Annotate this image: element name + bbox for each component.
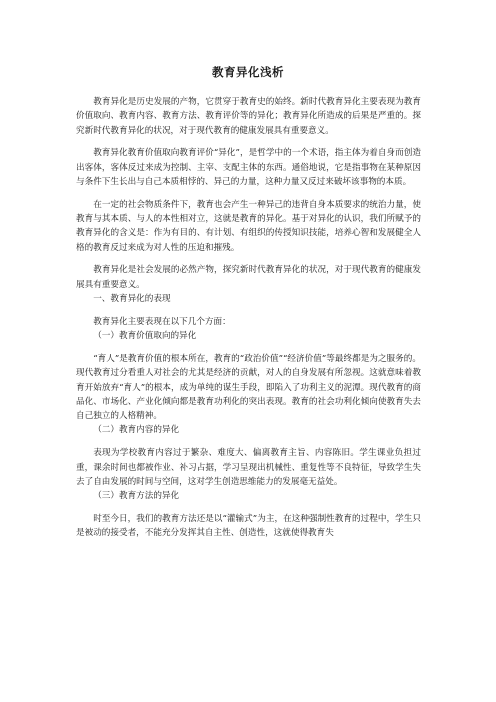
document-body [76,95,421,541]
intro-paragraph: 教育异化是历史发展的产物，它贯穿于教育史的始终。新时代教育异化主要表现为教育价值取向、教育内容、教育方法、教育评价等的异化；教育异化所造成的后果是严重的。探究新时代教育异化的状况，对于现代教育的健康发展具有重要意义。 [76,97,421,136]
subsection-heading-3: （三）教育方法的异化 [93,491,180,502]
section-heading-1: 一、教育异化的表现 [93,294,171,305]
definition-paragraph: 教育异化教育价值取向教育评价“异化”，是哲学中的一个术语，指主体为着自身而创造出客体，客体反过来成为控制、主宰、支配主体的东西。通俗地说，它是指事物在某种原因与条件下生长出与自己本质相悖的、异己的力量，这种力量又反过来破坏该事物的本质。 [76,148,421,187]
content-paragraph: 表现为学校教育内容过于繁杂、难度大、偏离教育主旨、内容陈旧。学生课业负担过重，课余时间也都被作业、补习占据，学习呈现出机械性、重复性等不良特征，导致学生失去了自由发展的时间与空间，这对学生创造思维能力的发展毫无益处。 [76,448,421,487]
document-title: 教育异化浅析 [212,65,284,79]
subsection-heading-1: （一）教育价值取向的异化 [93,331,197,342]
method-paragraph: 时至今日，我们的教育方法还是以“灌输式”为主，在这种强制性教育的过程中，学生只是被动的接受者，不能充分发挥其自主性、创造性，这就使得教育失 [76,513,421,539]
meaning-paragraph: 在一定的社会物质条件下，教育也会产生一种异己的违背自身本质要求的统治力量，使教育与其本质、与人的本性相对立，这就是教育的异化。基于对异化的认识，我们所赋予的教育异化的含义是：作为有目的、有计划、有组织的传授知识技能，培养心智和发展健全人格的教育反过来成为对人性的压迫和摧残。 [76,199,421,253]
significance-paragraph: 教育异化是社会发展的必然产物，探究新时代教育异化的状况，对于现代教育的健康发展具有重要意义。 [76,265,421,290]
section-intro-paragraph: 教育异化主要表现在以下几个方面： [93,316,231,327]
subsection-heading-2: （二）教育内容的异化 [93,425,180,436]
value-orientation-paragraph: “育人”是教育价值的根本所在，教育的“政治价值”“经济价值”等最终都是为之服务的。现代教育过分看重人对社会的尤其是经济的贡献，对人的自身发展有所忽视。这就意味着教育开始放弃“育人”的根本，成为单纯的谋生手段，即陷入了功利主义的泥潭。现代教育的商品化、市场化、产业化倾向都是教育功利化的突出表现。教育的社会功利化倾向使教育失去自己独立的人格精神。 [76,353,421,422]
